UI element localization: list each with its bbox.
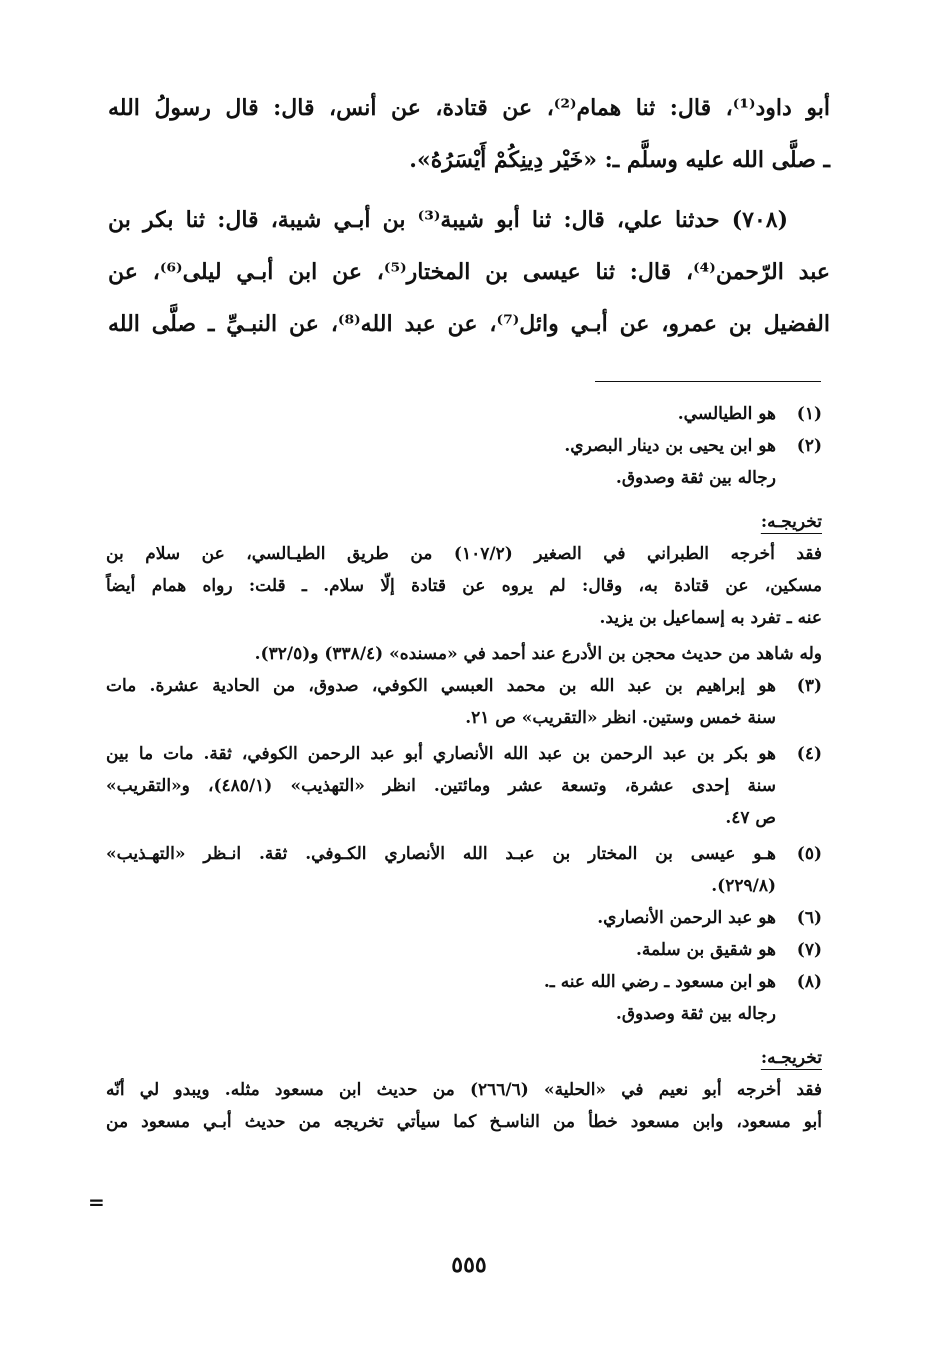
main-line: أبو داود⁽¹⁾، قال: ثنا همام⁽²⁾، عن قتادة، عن أنس، قال: قال رسولُ الله (108, 95, 830, 121)
footnote-line: هو شقيق بن سلمة. (635, 940, 776, 960)
footnote-number: (١) (796, 404, 822, 424)
footnote-5 (106, 838, 822, 902)
footnote-2 (106, 430, 822, 494)
footnote-line: مسكين، عن قتادة به، وقال: لم يروه عن قتادة إلّا سلام. ـ قلت: رواه همام أيضاً (106, 576, 822, 596)
footnote-number: (٨) (796, 972, 822, 992)
footnote-8 (106, 966, 822, 1030)
footnote-number: (٥) (796, 844, 822, 864)
footnote-separator (595, 381, 821, 382)
takhrij-block (106, 538, 822, 670)
footnote-line: هو بكر بن عبد الرحمن بن عبد الله الأنصاري أبو عبد الرحمن الكوفي، ثقة. مات ما بين (106, 744, 776, 764)
footnote-number: (٤) (796, 744, 822, 764)
footnote-line: هو ابن مسعود ـ رضي الله عنه ـ. (543, 972, 776, 992)
footnote-line: ص ٤٧. (725, 808, 776, 828)
footnote-line: هو عبد الرحمن الأنصاري. (597, 908, 776, 928)
footnote-number: (٢) (796, 436, 822, 456)
footnote-line: فقد أخرجه أبو نعيم في «الحلية» (٢٦٦/٦) من حديث ابن مسعود مثله. ويبدو لي أنّه (106, 1080, 822, 1100)
footnote-7 (106, 934, 822, 966)
footnotes (106, 398, 822, 1138)
footnote-line: هو ابن يحيى بن دينار البصري. (564, 436, 776, 456)
main-line: ـ صلَّى الله عليه وسلَّم ـ: «خَيْر دِينِكُمْ أَيْسَرُهُ». (409, 147, 830, 173)
footnote-line: وله شاهد من حديث محجن بن الأدرع عند أحمد في «مسنده» (٣٣٨/٤) و(٣٢/٥). (254, 644, 822, 664)
takhrij-block (106, 1074, 822, 1138)
footnote-line: عنه ـ تفرد به إسماعيل بن يزيد. (599, 608, 822, 628)
footnote-number: (٧) (796, 940, 822, 960)
page-number: ٥٥٥ (451, 1252, 487, 1278)
footnote-6 (106, 902, 822, 934)
footnote-line: فقد أخرجه الطبراني في الصغير (١٠٧/٢) من طريق الطيـالسي، عن سلام بن (106, 544, 822, 564)
main-line: (٧٠٨) حدثنا علي، قال: ثنا أبو شيبة⁽³⁾ بن أبـي شيبة، قال: ثنا بكر بن (108, 207, 788, 233)
footnote-number: (٣) (796, 676, 822, 696)
footnote-3 (106, 670, 822, 734)
takhrij-heading: تخريجـه: (760, 1048, 822, 1068)
footnote-4 (106, 738, 822, 834)
footnote-line: أبو مسعود، وابن مسعود خطأ من الناسـخ كما سيأتي تخريجه من حديث أبـي مسعود من (106, 1112, 822, 1132)
footnote-line: رجاله بين ثقة وصدوق. (615, 1004, 776, 1024)
footnote-line: هو الطيالسي. (677, 404, 776, 424)
main-line: الفضيل بن عمرو، عن أبـي وائل⁽⁷⁾، عن عبد الله⁽⁸⁾، عن النبـيِّ ـ صلَّى الله (108, 311, 830, 337)
footnote-line: (٢٢٩/٨). (711, 876, 776, 896)
main-text (108, 82, 830, 350)
footnote-line: هو إبراهيم بن عبد الله بن محمد العبسي الكوفي، صدوق، من الحادية عشرة. مات (106, 676, 776, 696)
footnote-1 (106, 398, 822, 430)
footnote-line: سنة إحدى عشرة، وتسعة عشر ومائتين. انظر «التهذيب» (٤٨٥/١)، و«التقريب» (106, 776, 776, 796)
continuation-mark: = (88, 1190, 105, 1214)
footnote-line: رجاله بين ثقة وصدوق. (615, 468, 776, 488)
footnote-line: سنة خمس وستين. انظر «التقريب» ص ٢١. (465, 708, 776, 728)
footnote-number: (٦) (796, 908, 822, 928)
footnote-line: هـو عيسى بن المختار بن عبـد الله الأنصاري الكـوفي. ثقة. انـظر «التهـذيب» (106, 844, 776, 864)
main-line: عبد الرّحمن⁽⁴⁾، قال: ثنا عيسى بن المختار⁽⁵⁾، عن ابن أبـي ليلى⁽⁶⁾، عن (108, 259, 830, 285)
takhrij-heading: تخريجـه: (760, 512, 822, 532)
